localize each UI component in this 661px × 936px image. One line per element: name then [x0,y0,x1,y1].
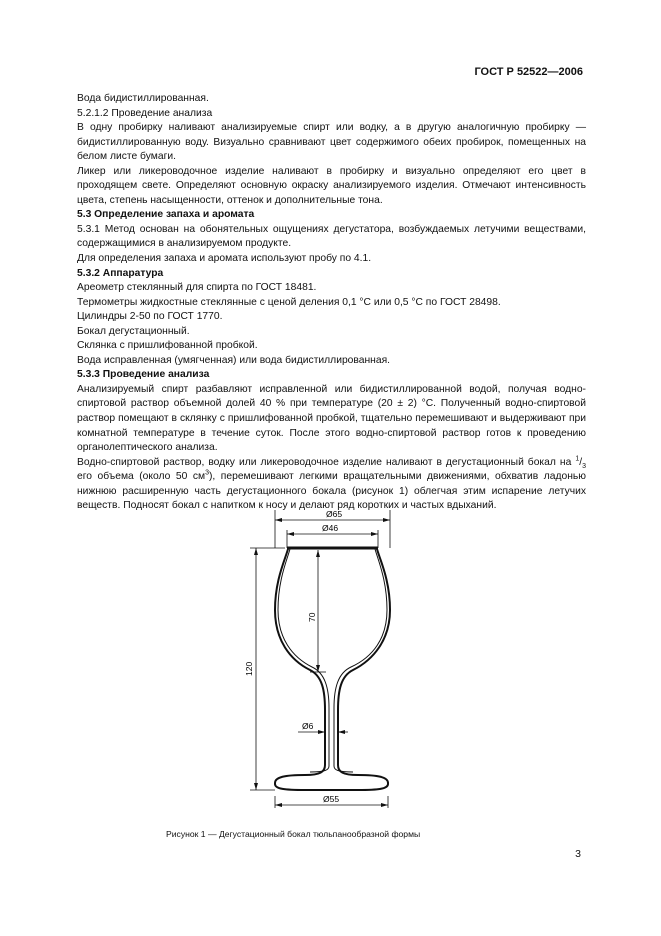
text-run: его объема (около 50 см [77,471,206,483]
section-heading: 5.3.2 Аппаратура [77,267,164,279]
paragraph: Для определения запаха и аромата используют пробу по 4.1. [77,253,372,265]
paragraph: Бокал дегустационный. [77,325,190,337]
paragraph: Ликер или ликероводочное изделие наливают в пробирку и визуально определяют его цвет в проходящем свете. Определяют основную окраску анализируемого изделия. Отмечают интенсивность цвета, степень насыщенности, оттенок и дополнительные тона. [77,165,586,206]
glass-figure [230,500,430,810]
dim-total-height: 120 [244,661,254,676]
dim-stem: Ø6 [302,721,314,731]
superscript: 3 [205,469,209,477]
paragraph: Ареометр стеклянный для спирта по ГОСТ 18481. [77,282,317,294]
section-heading: 5.3.3 Проведение анализа [77,369,210,381]
text-run: Водно-спиртовой раствор, водку или ликероводочное изделие наливают в дегустационный бокал на [77,456,576,468]
dim-top-outer: Ø65 [326,509,343,519]
glass-outline [275,549,390,790]
subsection-heading: 5.2.1.2 Проведение анализа [77,107,213,119]
paragraph: Анализируемый спирт разбавляют исправленной или бидистиллированной водой, получая водно-спиртовой раствор объемной долей 40 % при температуре (20 ± 2) °С. Полученный водно-спиртовой раствор помещают в склянку с пришлифованной пробкой, тщательно перемешивают и выдерживают при комнатной температуре в течение суток. После этого водно-спиртовой раствор готов к проведению органолептического анализа. [77,383,586,454]
glass-inner-wall [278,549,329,772]
paragraph: В одну пробирку наливают анализируемые спирт или водку, а в другую аналогичную пробирку — бидистиллированную воду. Визуально сравнивают цвет содержимого обеих пробирок, помещенных на белом листе бумаги. [77,122,586,163]
glass-inner-wall-right [334,549,387,772]
dim-top-inner: Ø46 [322,523,339,533]
dim-base: Ø55 [323,794,340,804]
figure-caption: Рисунок 1 — Дегустационный бокал тюльпанообразной формы [166,829,421,839]
section-heading: 5.3 Определение запаха и аромата [77,209,255,221]
paragraph: Вода исправленная (умягченная) или вода бидистиллированная. [77,354,391,366]
paragraph: Вода бидистиллированная. [77,93,209,104]
dim-bowl-height: 70 [307,612,317,622]
page-number: 3 [575,848,581,860]
text-run: ), перемешивают легкими вращательными движениями, обхватив ладонью нижнюю расширенную часть дегустационного бокала (рисунок 1) облегчая этим испарение летучих веществ. Подносят бокал с напитком к носу и делают ряд коротких и частых вдыханий. [77,471,586,512]
paragraph: Цилиндры 2-50 по ГОСТ 1770. [77,311,223,323]
glass-drawing [230,500,430,810]
paragraph: Склянка с пришлифованной пробкой. [77,340,258,352]
paragraph: 5.3.1 Метод основан на обонятельных ощущениях дегустатора, возбуждаемых летучими веществами, содержащимися в анализируемом продукте. [77,223,586,250]
fraction-numerator: 1 [575,455,580,463]
document-header: ГОСТ Р 52522—2006 [474,66,583,78]
fraction-slash: / [579,456,583,468]
fraction-denominator: 3 [582,462,586,470]
body-text [77,92,586,514]
paragraph: Термометры жидкостные стеклянные с ценой деления 0,1 °С или 0,5 °С по ГОСТ 28498. [77,296,501,308]
